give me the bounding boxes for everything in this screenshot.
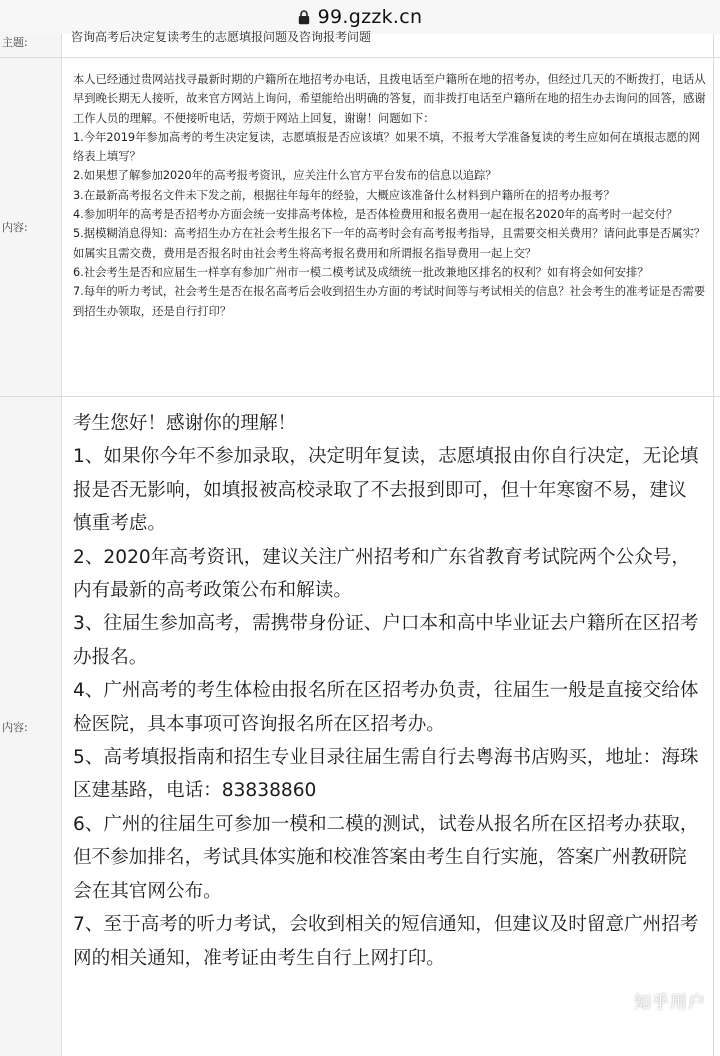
question-item-2: 2.如果想了解参加2020年的高考报考资讯，应关注什么官方平台发布的信息以追踪？: [73, 166, 707, 185]
question-item-3: 3.在最新高考报名文件未下发之前，根据往年每年的经验，大概应该准备什么材料到户籍所在的招考办报考？: [73, 186, 707, 205]
answer-item-3: 3、往届生参加高考，需携带身份证、户口本和高中毕业证去户籍所在区招考办报名。: [73, 607, 705, 674]
question-item-1: 1.今年2019年参加高考的考生决定复读，志愿填报是否应该填？如果不填，不报考大学准备复读的考生应如何在填报志愿的网络表上填写？: [73, 128, 707, 167]
answer-item-2: 2、2020年高考资讯，建议关注广州招考和广东省教育考试院两个公众号，内有最新的高考政策公布和解读。: [73, 541, 705, 608]
question-item-4: 4.参加明年的高考是否招考办方面会统一安排高考体检，是否体检费用和报名费用一起在报名2020年的高考时一起交付？: [73, 205, 707, 224]
answer-item-6: 6、广州的往届生可参加一模和二模的测试，试卷从报名所在区招考办获取，但不参加排名，考试具体实施和校准答案由考生自行实施，答案广州教研院会在其官网公布。: [73, 808, 705, 908]
answer-content: [73, 407, 705, 975]
question-content: [73, 70, 707, 321]
answer-label: 内容:: [0, 397, 62, 1056]
subject-label: 主题:: [0, 34, 62, 57]
lock-icon: [298, 10, 310, 25]
url-text[interactable]: 99.gzzk.cn: [318, 6, 423, 28]
question-intro: 本人已经通过贵网站找寻最新时期的户籍所在地招考办电话，且拨电话至户籍所在地的招考办，但经过几天的不断拨打，电话从早到晚长期无人接听，故来官方网站上询问，希望能给出明确的答复，而非拨打电话至户籍所在地的招生办去询问的回答，感谢工作人员的理解。不便接听电话，劳烦于网站上回复，谢谢！问题如下：: [73, 70, 707, 128]
subject-cell: [62, 34, 714, 57]
answer-greeting: 考生您好！感谢你的理解！: [73, 407, 705, 440]
question-label: 内容:: [0, 58, 62, 396]
question-row: [0, 57, 720, 396]
answer-item-7: 7、至于高考的听力考试，会收到相关的短信通知，但建议及时留意广州招考网的相关通知，准考证由考生自行上网打印。: [73, 908, 705, 975]
zhihu-watermark: 知乎用户: [634, 988, 706, 1013]
answer-cell: [62, 397, 714, 1056]
question-cell: [62, 58, 714, 396]
answer-row: [0, 396, 720, 1056]
question-item-5: 5.据模糊消息得知：高考招生办方在社会考生报名下一年的高考时会有高考报考指导，且需要交相关费用？请问此事是否属实？如属实且需交费，费用是否报名时由社会考生将高考报名费用和所谓报名指导费用一起上交？: [73, 224, 707, 263]
question-item-6: 6.社会考生是否和应届生一样享有参加广州市一模二模考试及成绩统一批改兼地区排名的权利？如有将会如何安排？: [73, 263, 707, 282]
answer-item-1: 1、如果你今年不参加录取，决定明年复读，志愿填报由你自行决定，无论填报是否无影响，如填报被高校录取了不去报到即可，但十年寒窗不易，建议慎重考虑。: [73, 440, 705, 540]
question-item-7: 7.每年的听力考试，社会考生是否在报名高考后会收到招生办方面的考试时间等与考试相关的信息？社会考生的准考证是否需要到招生办领取，还是自行打印？: [73, 282, 707, 321]
answer-item-5: 5、高考填报指南和招生专业目录往届生需自行去粤海书店购买，地址：海珠区建基路，电话：83838860: [73, 741, 705, 808]
subject-text: 咨询高考后决定复读考生的志愿填报问题及咨询报考问题: [71, 28, 711, 45]
answer-item-4: 4、广州高考的考生体检由报名所在区招考办负责，往届生一般是直接交给体检医院，具本事项可咨询报名所在区招考办。: [73, 674, 705, 741]
subject-row: [0, 34, 720, 57]
